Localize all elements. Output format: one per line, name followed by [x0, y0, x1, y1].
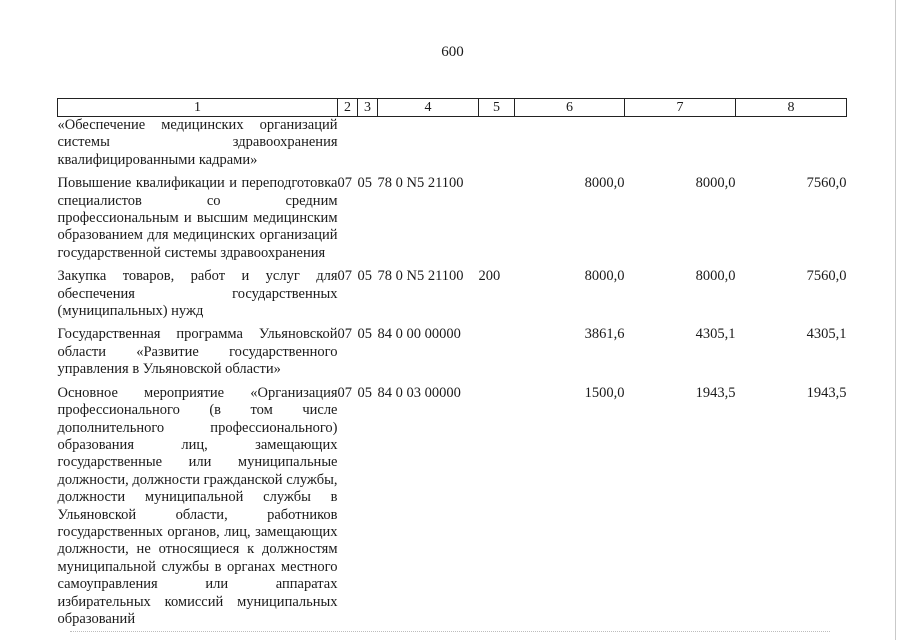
row-amount-6: 8000,0 — [584, 175, 625, 192]
header-col-7: 7 — [625, 99, 736, 117]
row-amount-6: 3861,6 — [584, 326, 625, 343]
row-amount-8: 7560,0 — [806, 175, 847, 192]
row-amount-7: 8000,0 — [695, 175, 736, 192]
row-amount-7 — [625, 117, 736, 176]
table-row — [58, 268, 847, 326]
row-amount-8 — [736, 117, 847, 176]
header-col-2: 2 — [338, 99, 358, 117]
page-number: 600 — [441, 44, 464, 60]
row-subsection: 05 — [357, 326, 372, 343]
row-amount-7: 8000,0 — [695, 268, 736, 285]
budget-table-container — [57, 98, 846, 628]
row-amount-8: 1943,5 — [806, 384, 847, 401]
header-col-3: 3 — [358, 99, 378, 117]
row-expense-type — [479, 326, 515, 384]
table-row — [58, 175, 847, 268]
row-target-code: 78 0 N5 21100 — [377, 175, 464, 192]
row-amount-6: 8000,0 — [584, 268, 625, 285]
row-subsection: 05 — [357, 268, 372, 285]
row-target-code: 84 0 03 00000 — [377, 384, 461, 401]
row-amount-7: 1943,5 — [695, 384, 736, 401]
table-header-row — [58, 99, 847, 117]
row-target-code: 78 0 N5 21100 — [377, 268, 464, 285]
scan-artifact — [70, 631, 830, 633]
table-row — [58, 117, 847, 176]
row-name: Государственная программа Ульяновской области «Развитие государственного управления в Ульяновской области» — [57, 326, 338, 378]
row-amount-8: 4305,1 — [806, 326, 847, 343]
row-expense-type — [479, 175, 515, 268]
header-col-1: 1 — [58, 99, 338, 117]
row-expense-type — [479, 385, 515, 629]
row-expense-type — [479, 117, 515, 176]
row-section: 07 — [337, 175, 352, 192]
row-amount-7: 4305,1 — [695, 326, 736, 343]
row-section: 07 — [337, 268, 352, 285]
row-amount-6: 1500,0 — [584, 384, 625, 401]
scan-edge — [895, 0, 896, 640]
row-section — [338, 117, 358, 176]
budget-table — [57, 98, 847, 628]
row-amount-6 — [515, 117, 625, 176]
header-col-4: 4 — [378, 99, 479, 117]
row-section: 07 — [337, 326, 352, 343]
header-col-5: 5 — [479, 99, 515, 117]
row-expense-type: 200 — [478, 268, 501, 285]
row-subsection — [358, 117, 378, 176]
row-amount-8: 7560,0 — [806, 268, 847, 285]
row-target-code: 84 0 00 00000 — [377, 326, 461, 343]
row-section: 07 — [337, 384, 352, 401]
row-name: «Обеспечение медицинских организаций системы здравоохранения квалифицированными кадрами» — [57, 117, 338, 168]
table-row — [58, 326, 847, 384]
row-subsection: 05 — [357, 384, 372, 401]
table-row — [58, 385, 847, 629]
row-subsection: 05 — [357, 175, 372, 192]
row-name: Основное мероприятие «Организация профессионального (в том числе дополнительного профессионального) образования лиц, замещающих государственные или муниципальные должности, должности гражданской службы, должности муниципальной службы в Ульяновской области, работников государственных органов, лиц, замещающих должности, не относящиеся к должностям муниципальной службы в органах местного самоуправления или аппаратах избирательных комиссий муниципальных образований — [57, 384, 338, 627]
header-col-8: 8 — [736, 99, 847, 117]
row-name: Повышение квалификации и переподготовка специалистов со средним профессиональным и высшим медицинским образованием для медицинских организаций государственной системы здравоохранения — [57, 175, 338, 261]
row-name: Закупка товаров, работ и услуг для обеспечения государственных (муниципальных) нужд — [57, 268, 338, 320]
row-target-code — [378, 117, 479, 176]
header-col-6: 6 — [515, 99, 625, 117]
